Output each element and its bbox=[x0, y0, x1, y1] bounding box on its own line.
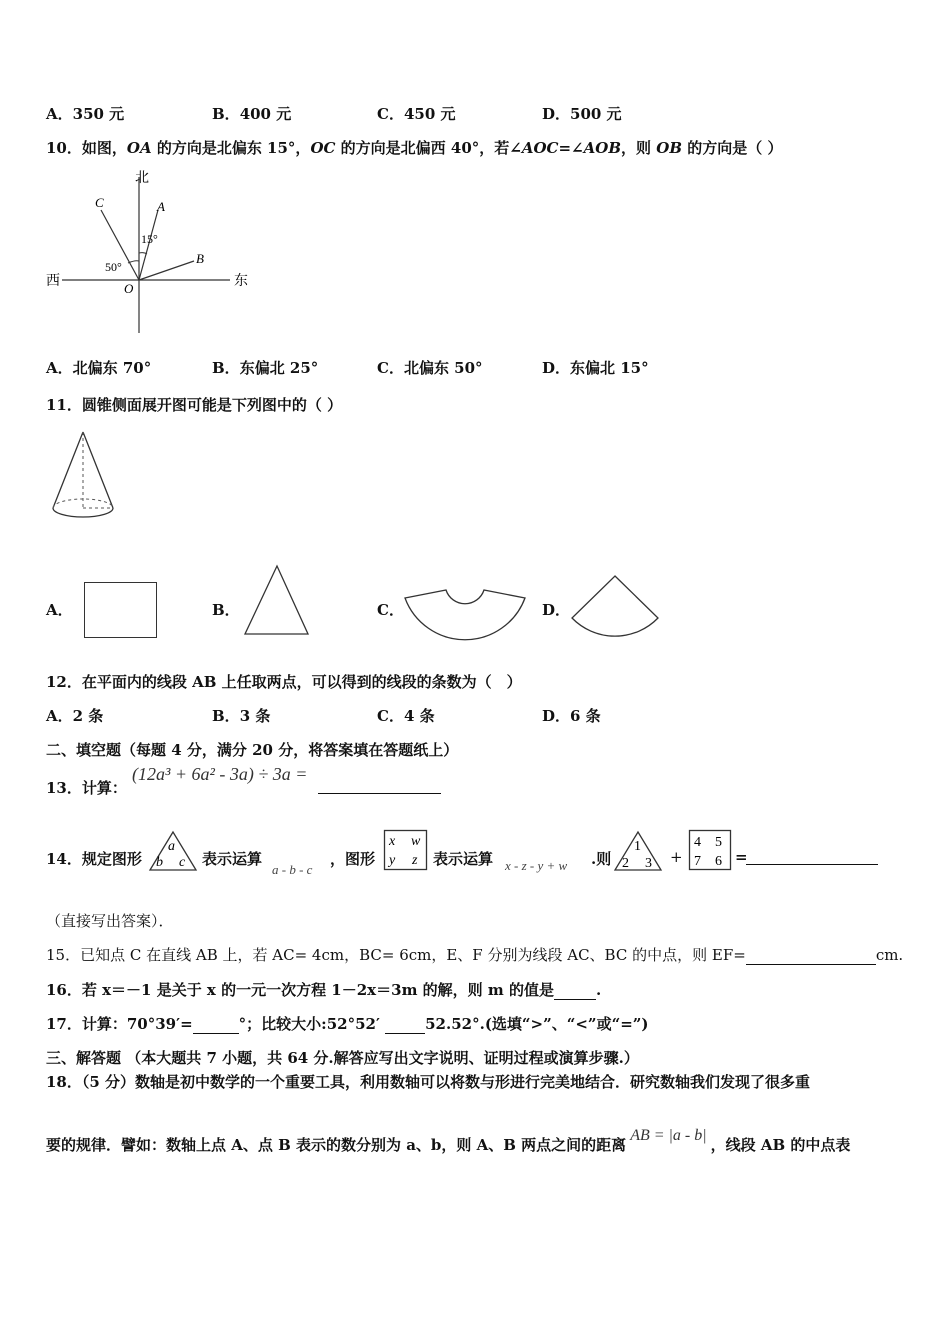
q14-text-1: 14．规定图形 bbox=[46, 850, 142, 868]
ray-ob bbox=[139, 261, 194, 280]
section-2-heading: 二、填空题（每题 4 分，满分 20 分，将答案填在答题纸上） bbox=[46, 741, 459, 759]
q14-operation-1: a - b - c bbox=[272, 862, 313, 877]
label-c: C bbox=[95, 195, 104, 210]
q12-option-c: C．4 条 bbox=[377, 707, 435, 725]
svg-text:4: 4 bbox=[694, 835, 701, 850]
q13-expression: (12a³ + 6a² - 3a) ÷ 3a = bbox=[132, 764, 308, 784]
svg-text:3: 3 bbox=[645, 856, 652, 871]
svg-text:6: 6 bbox=[715, 854, 722, 869]
q9-option-d: D．500 元 bbox=[542, 105, 622, 123]
annular-sector-shape bbox=[402, 585, 528, 643]
q10-option-b: B．东偏北 25° bbox=[212, 359, 319, 377]
triangle-shape bbox=[242, 563, 312, 637]
svg-text:w: w bbox=[411, 834, 421, 849]
q9-option-b: B．400 元 bbox=[212, 105, 292, 123]
label-15deg: 15° bbox=[141, 232, 158, 246]
triangle-example-123 bbox=[613, 830, 663, 872]
q10-option-a: A．北偏东 70° bbox=[46, 359, 152, 377]
svg-text:7: 7 bbox=[694, 854, 701, 869]
q14-answer-blank bbox=[746, 864, 878, 865]
q11-option-c-label: C． bbox=[377, 601, 404, 619]
q13-answer-blank bbox=[318, 793, 441, 794]
q16-answer-blank bbox=[554, 981, 596, 1000]
q16-stem: 16．若 x＝－1 是关于 x 的一元一次方程 1－2x＝3m 的解，则 m 的值是 . bbox=[46, 981, 602, 999]
svg-text:a: a bbox=[168, 839, 175, 854]
q14-equals: = bbox=[735, 848, 748, 866]
label-50deg: 50° bbox=[105, 260, 122, 274]
q10-option-c: C．北偏东 50° bbox=[377, 359, 483, 377]
label-north: 北 bbox=[135, 171, 149, 186]
q14-note: （直接写出答案）． bbox=[46, 912, 174, 930]
angle-arc-15 bbox=[139, 253, 147, 254]
svg-text:x: x bbox=[389, 834, 396, 849]
q12-option-b: B．3 条 bbox=[212, 707, 271, 725]
label-o: O bbox=[124, 281, 134, 296]
q15-stem: 15．已知点 C 在直线 AB 上，若 AC= 4cm，BC= 6cm，E、F 分别为线段 AC、BC 的中点，则 EF= cm. bbox=[46, 946, 904, 964]
q12-option-a: A．2 条 bbox=[46, 707, 104, 725]
label-b: B bbox=[196, 251, 204, 266]
q11-stem: 11．圆锥侧面展开图可能是下列图中的（ ） bbox=[46, 396, 343, 414]
compass-figure bbox=[40, 165, 270, 337]
square-operator-xwyz bbox=[383, 829, 428, 871]
q15-answer-blank bbox=[746, 946, 876, 965]
svg-text:z: z bbox=[412, 853, 418, 868]
label-a: A bbox=[157, 199, 165, 214]
q17-stem: 17．计算：70°39′= °；比较大小:52°52′ 52.52°.(选填“>”、“<”或“=”) bbox=[46, 1015, 649, 1033]
q10-stem: 10．如图，OA 的方向是北偏东 15°，OC 的方向是北偏西 40°，若∠AOC=∠AOB，则 OB 的方向是（ ） bbox=[46, 139, 783, 157]
q14-plus: + bbox=[670, 848, 683, 866]
sector-shape bbox=[568, 573, 662, 641]
svg-text:b: b bbox=[156, 855, 163, 870]
q10-option-d: D．东偏北 15° bbox=[542, 359, 649, 377]
q13-label: 13．计算： bbox=[46, 779, 127, 797]
svg-text:1: 1 bbox=[634, 839, 641, 854]
distance-formula: AB = |a - b| bbox=[630, 1127, 707, 1144]
q18-line-2: 要的规律．譬如：数轴上点 A、点 B 表示的数分别为 a、b，则 A、B 两点之间的距离AB = |a - b|，线段 AB 的中点表 bbox=[46, 1127, 851, 1154]
q9-option-c: C．450 元 bbox=[377, 105, 456, 123]
q9-option-a: A．350 元 bbox=[46, 105, 125, 123]
q17-answer-blank-1 bbox=[193, 1015, 239, 1034]
q17-answer-blank-2 bbox=[385, 1015, 425, 1034]
section-3-heading: 三、解答题 （本大题共 7 小题，共 64 分.解答应写出文字说明、证明过程或演算步骤.） bbox=[46, 1049, 639, 1067]
label-east: 东 bbox=[234, 274, 248, 289]
rectangle-shape bbox=[84, 582, 157, 638]
cone-figure bbox=[48, 428, 120, 524]
triangle-operator-abc bbox=[148, 830, 198, 872]
q14-operation-2: x - z - y + w bbox=[505, 858, 568, 873]
q14-text-3: ，图形 bbox=[330, 850, 376, 868]
square-example-4576 bbox=[688, 829, 732, 871]
q11-option-d-label: D． bbox=[542, 601, 571, 619]
q11-option-a-label: A． bbox=[46, 601, 73, 619]
q14-text-2: 表示运算 bbox=[202, 850, 263, 868]
q11-option-b-label: B． bbox=[212, 601, 240, 619]
q14-text-4: 表示运算 bbox=[433, 850, 494, 868]
label-west: 西 bbox=[46, 274, 60, 289]
svg-text:5: 5 bbox=[715, 835, 722, 850]
svg-text:y: y bbox=[389, 853, 396, 868]
q12-stem: 12．在平面内的线段 AB 上任取两点，可以得到的线段的条数为（ ） bbox=[46, 673, 522, 691]
q14-text-5: .则 bbox=[591, 850, 612, 868]
svg-text:c: c bbox=[179, 855, 186, 870]
angle-arc-50 bbox=[128, 261, 139, 263]
q12-option-d: D．6 条 bbox=[542, 707, 601, 725]
svg-text:2: 2 bbox=[622, 856, 629, 871]
q18-line-1: 18．（5 分）数轴是初中数学的一个重要工具，利用数轴可以将数与形进行完美地结合．研究数轴我们发现了很多重 bbox=[46, 1073, 811, 1091]
